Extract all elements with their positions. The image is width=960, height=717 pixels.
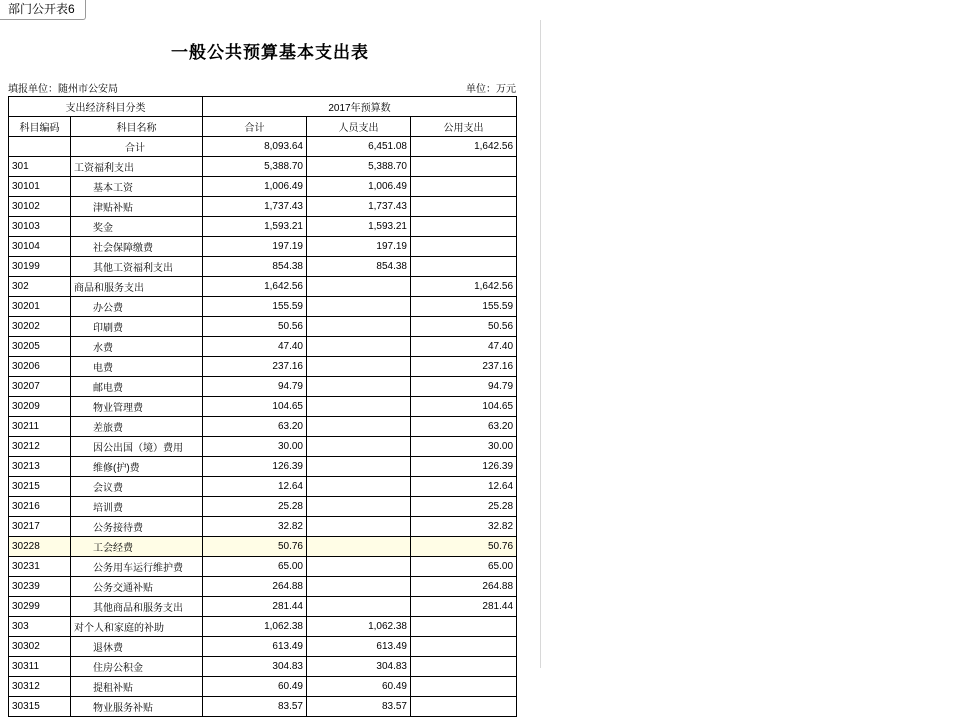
table-row[interactable] xyxy=(9,557,517,577)
cell-code[interactable]: 301 xyxy=(9,157,71,177)
header-col-name: 科目名称 xyxy=(71,117,203,137)
cell-code[interactable]: 30206 xyxy=(9,357,71,377)
cell-code[interactable]: 30215 xyxy=(9,477,71,497)
cell-total[interactable]: 1,006.49 xyxy=(203,177,307,197)
cell-public[interactable] xyxy=(411,617,517,637)
cell-code[interactable]: 30202 xyxy=(9,317,71,337)
cell-public[interactable] xyxy=(411,157,517,177)
cell-total[interactable]: 1,593.21 xyxy=(203,217,307,237)
cell-personnel[interactable] xyxy=(307,537,411,557)
cell-total[interactable]: 30.00 xyxy=(203,437,307,457)
cell-code[interactable]: 30239 xyxy=(9,577,71,597)
cell-code[interactable]: 30311 xyxy=(9,657,71,677)
cell-total[interactable]: 304.83 xyxy=(203,657,307,677)
cell-personnel[interactable] xyxy=(307,297,411,317)
cell-total[interactable]: 1,737.43 xyxy=(203,197,307,217)
cell-subject-name[interactable]: 工会经费 xyxy=(71,537,203,557)
table-row[interactable] xyxy=(9,457,517,477)
cell-total[interactable]: 613.49 xyxy=(203,637,307,657)
cell-code[interactable]: 30299 xyxy=(9,597,71,617)
page-title: 一般公共预算基本支出表 xyxy=(171,43,369,62)
cell-subject-name[interactable]: 电费 xyxy=(71,357,203,377)
cell-subject-name[interactable]: 公务用车运行维护费 xyxy=(71,557,203,577)
cell-total[interactable]: 83.57 xyxy=(203,697,307,717)
cell-personnel[interactable]: 83.57 xyxy=(307,697,411,717)
cell-subject-name[interactable]: 公务交通补贴 xyxy=(71,577,203,597)
cell-subject-name[interactable]: 差旅费 xyxy=(71,417,203,437)
cell-subject-name[interactable]: 提租补贴 xyxy=(71,677,203,697)
cell-public[interactable]: 12.64 xyxy=(411,477,517,497)
cell-public[interactable] xyxy=(411,637,517,657)
cell-total[interactable]: 155.59 xyxy=(203,297,307,317)
cell-subject-name[interactable]: 培训费 xyxy=(71,497,203,517)
cell-total[interactable]: 60.49 xyxy=(203,677,307,697)
table-row[interactable] xyxy=(9,297,517,317)
cell-personnel[interactable]: 6,451.08 xyxy=(307,137,411,157)
cell-code[interactable]: 303 xyxy=(9,617,71,637)
table-row[interactable] xyxy=(9,637,517,657)
cell-personnel[interactable]: 1,062.38 xyxy=(307,617,411,637)
sheet-tab[interactable]: 部门公开表6 xyxy=(0,0,86,20)
sheet-tab-bar xyxy=(0,0,540,20)
amount-unit-label: 单位：万元 xyxy=(466,84,516,95)
cell-total[interactable]: 281.44 xyxy=(203,597,307,617)
table-row[interactable] xyxy=(9,357,517,377)
table-body xyxy=(9,137,517,717)
cell-subject-name[interactable]: 合计 xyxy=(71,137,203,157)
cell-total[interactable]: 197.19 xyxy=(203,237,307,257)
table-header-col-row xyxy=(9,117,517,137)
cell-code[interactable]: 30312 xyxy=(9,677,71,697)
cell-subject-name[interactable]: 物业服务补贴 xyxy=(71,697,203,717)
table-header-group-row xyxy=(9,97,517,117)
cell-subject-name[interactable]: 退休费 xyxy=(71,637,203,657)
table-row[interactable] xyxy=(9,277,517,297)
cell-code[interactable]: 30228 xyxy=(9,537,71,557)
table-row[interactable] xyxy=(9,577,517,597)
cell-total[interactable]: 5,388.70 xyxy=(203,157,307,177)
table-row[interactable] xyxy=(9,377,517,397)
filler-unit-label: 填报单位：随州市公安局 xyxy=(8,84,118,95)
cell-total[interactable]: 50.56 xyxy=(203,317,307,337)
cell-code[interactable]: 30102 xyxy=(9,197,71,217)
cell-public[interactable]: 32.82 xyxy=(411,517,517,537)
cell-personnel[interactable] xyxy=(307,317,411,337)
cell-total[interactable]: 32.82 xyxy=(203,517,307,537)
cell-code[interactable]: 30205 xyxy=(9,337,71,357)
header-col-person: 人员支出 xyxy=(307,117,411,137)
header-col-code: 科目编码 xyxy=(9,117,71,137)
header-group-left: 支出经济科目分类 xyxy=(9,97,203,117)
cell-code[interactable]: 30213 xyxy=(9,457,71,477)
cell-code[interactable]: 30302 xyxy=(9,637,71,657)
cell-public[interactable]: 50.76 xyxy=(411,537,517,557)
cell-total[interactable]: 126.39 xyxy=(203,457,307,477)
cell-public[interactable]: 281.44 xyxy=(411,597,517,617)
table-row[interactable] xyxy=(9,397,517,417)
table-row[interactable] xyxy=(9,477,517,497)
cell-subject-name[interactable]: 其他商品和服务支出 xyxy=(71,597,203,617)
cell-subject-name[interactable]: 津贴补贴 xyxy=(71,197,203,217)
cell-personnel[interactable]: 60.49 xyxy=(307,677,411,697)
table-row[interactable] xyxy=(9,417,517,437)
cell-code[interactable]: 30209 xyxy=(9,397,71,417)
cell-code[interactable]: 30217 xyxy=(9,517,71,537)
cell-personnel[interactable]: 1,593.21 xyxy=(307,217,411,237)
cell-personnel[interactable] xyxy=(307,477,411,497)
cell-code[interactable]: 30211 xyxy=(9,417,71,437)
cell-personnel[interactable]: 1,006.49 xyxy=(307,177,411,197)
cell-subject-name[interactable]: 商品和服务支出 xyxy=(71,277,203,297)
cell-personnel[interactable]: 5,388.70 xyxy=(307,157,411,177)
cell-public[interactable] xyxy=(411,237,517,257)
cell-subject-name[interactable]: 邮电费 xyxy=(71,377,203,397)
cell-subject-name[interactable]: 社会保障缴费 xyxy=(71,237,203,257)
cell-code[interactable]: 30201 xyxy=(9,297,71,317)
header-group-right: 2017年预算数 xyxy=(203,97,517,117)
cell-personnel[interactable]: 1,737.43 xyxy=(307,197,411,217)
cell-total[interactable]: 25.28 xyxy=(203,497,307,517)
table-row[interactable] xyxy=(9,677,517,697)
cell-total[interactable]: 264.88 xyxy=(203,577,307,597)
cell-total[interactable]: 237.16 xyxy=(203,357,307,377)
cell-total[interactable]: 47.40 xyxy=(203,337,307,357)
cell-public[interactable]: 1,642.56 xyxy=(411,137,517,157)
cell-public[interactable]: 264.88 xyxy=(411,577,517,597)
table-row[interactable] xyxy=(9,197,517,217)
table-row[interactable] xyxy=(9,657,517,677)
cell-public[interactable]: 126.39 xyxy=(411,457,517,477)
table-row[interactable] xyxy=(9,437,517,457)
cell-subject-name[interactable]: 奖金 xyxy=(71,217,203,237)
cell-subject-name[interactable]: 基本工资 xyxy=(71,177,203,197)
cell-code[interactable]: 30207 xyxy=(9,377,71,397)
cell-personnel[interactable] xyxy=(307,497,411,517)
cell-personnel[interactable] xyxy=(307,517,411,537)
cell-code[interactable]: 30101 xyxy=(9,177,71,197)
cell-public[interactable] xyxy=(411,257,517,277)
cell-personnel[interactable]: 304.83 xyxy=(307,657,411,677)
cell-public[interactable]: 63.20 xyxy=(411,417,517,437)
cell-personnel[interactable] xyxy=(307,437,411,457)
table-header xyxy=(9,97,517,137)
cell-public[interactable]: 104.65 xyxy=(411,397,517,417)
cell-public[interactable]: 65.00 xyxy=(411,557,517,577)
table-row[interactable] xyxy=(9,537,517,557)
cell-subject-name[interactable]: 其他工资福利支出 xyxy=(71,257,203,277)
cell-public[interactable] xyxy=(411,657,517,677)
cell-subject-name[interactable]: 印刷费 xyxy=(71,317,203,337)
cell-public[interactable]: 47.40 xyxy=(411,337,517,357)
cell-total[interactable]: 65.00 xyxy=(203,557,307,577)
cell-code[interactable]: 30231 xyxy=(9,557,71,577)
table-row[interactable] xyxy=(9,257,517,277)
cell-subject-name[interactable]: 办公费 xyxy=(71,297,203,317)
cell-code[interactable]: 302 xyxy=(9,277,71,297)
table-row[interactable] xyxy=(9,517,517,537)
cell-personnel[interactable] xyxy=(307,577,411,597)
cell-public[interactable]: 1,642.56 xyxy=(411,277,517,297)
cell-personnel[interactable] xyxy=(307,377,411,397)
cell-public[interactable] xyxy=(411,697,517,717)
cell-public[interactable] xyxy=(411,677,517,697)
cell-code[interactable]: 30216 xyxy=(9,497,71,517)
cell-personnel[interactable]: 854.38 xyxy=(307,257,411,277)
cell-code[interactable]: 30103 xyxy=(9,217,71,237)
worksheet-area xyxy=(0,20,541,714)
table-row[interactable] xyxy=(9,597,517,617)
cell-subject-name[interactable]: 物业管理费 xyxy=(71,397,203,417)
cell-total[interactable]: 12.64 xyxy=(203,477,307,497)
cell-code[interactable] xyxy=(9,137,71,157)
cell-code[interactable]: 30199 xyxy=(9,257,71,277)
cell-code[interactable]: 30212 xyxy=(9,437,71,457)
cell-subject-name[interactable]: 水费 xyxy=(71,337,203,357)
budget-table xyxy=(8,96,517,717)
table-row[interactable] xyxy=(9,697,517,717)
cell-public[interactable]: 25.28 xyxy=(411,497,517,517)
cell-subject-name[interactable]: 住房公积金 xyxy=(71,657,203,677)
table-row[interactable] xyxy=(9,617,517,637)
cell-public[interactable] xyxy=(411,217,517,237)
cell-subject-name[interactable]: 会议费 xyxy=(71,477,203,497)
cell-subject-name[interactable]: 工资福利支出 xyxy=(71,157,203,177)
cell-public[interactable] xyxy=(411,177,517,197)
cell-subject-name[interactable]: 对个人和家庭的补助 xyxy=(71,617,203,637)
table-row[interactable] xyxy=(9,337,517,357)
cell-subject-name[interactable]: 公务接待费 xyxy=(71,517,203,537)
cell-total[interactable]: 63.20 xyxy=(203,417,307,437)
cell-public[interactable]: 30.00 xyxy=(411,437,517,457)
cell-code[interactable]: 30104 xyxy=(9,237,71,257)
cell-total[interactable]: 1,062.38 xyxy=(203,617,307,637)
table-row[interactable] xyxy=(9,157,517,177)
header-col-total: 合计 xyxy=(203,117,307,137)
table-row[interactable] xyxy=(9,177,517,197)
cell-personnel[interactable] xyxy=(307,597,411,617)
cell-total[interactable]: 1,642.56 xyxy=(203,277,307,297)
table-row[interactable] xyxy=(9,217,517,237)
cell-personnel[interactable] xyxy=(307,357,411,377)
cell-public[interactable]: 50.56 xyxy=(411,317,517,337)
cell-public[interactable]: 94.79 xyxy=(411,377,517,397)
cell-total[interactable]: 104.65 xyxy=(203,397,307,417)
cell-personnel[interactable] xyxy=(307,457,411,477)
cell-public[interactable]: 155.59 xyxy=(411,297,517,317)
cell-personnel[interactable]: 613.49 xyxy=(307,637,411,657)
cell-total[interactable]: 94.79 xyxy=(203,377,307,397)
cell-personnel[interactable] xyxy=(307,557,411,577)
cell-total[interactable]: 8,093.64 xyxy=(203,137,307,157)
table-row[interactable] xyxy=(9,317,517,337)
cell-personnel[interactable] xyxy=(307,277,411,297)
cell-public[interactable]: 237.16 xyxy=(411,357,517,377)
table-row[interactable] xyxy=(9,237,517,257)
cell-total[interactable]: 50.76 xyxy=(203,537,307,557)
cell-personnel[interactable] xyxy=(307,337,411,357)
cell-code[interactable]: 30315 xyxy=(9,697,71,717)
cell-subject-name[interactable]: 因公出国（境）费用 xyxy=(71,437,203,457)
cell-personnel[interactable] xyxy=(307,417,411,437)
cell-personnel[interactable] xyxy=(307,397,411,417)
cell-public[interactable] xyxy=(411,197,517,217)
cell-personnel[interactable]: 197.19 xyxy=(307,237,411,257)
cell-subject-name[interactable]: 维修(护)费 xyxy=(71,457,203,477)
table-row[interactable] xyxy=(9,497,517,517)
header-col-public: 公用支出 xyxy=(411,117,517,137)
cell-total[interactable]: 854.38 xyxy=(203,257,307,277)
table-row[interactable] xyxy=(9,137,517,157)
